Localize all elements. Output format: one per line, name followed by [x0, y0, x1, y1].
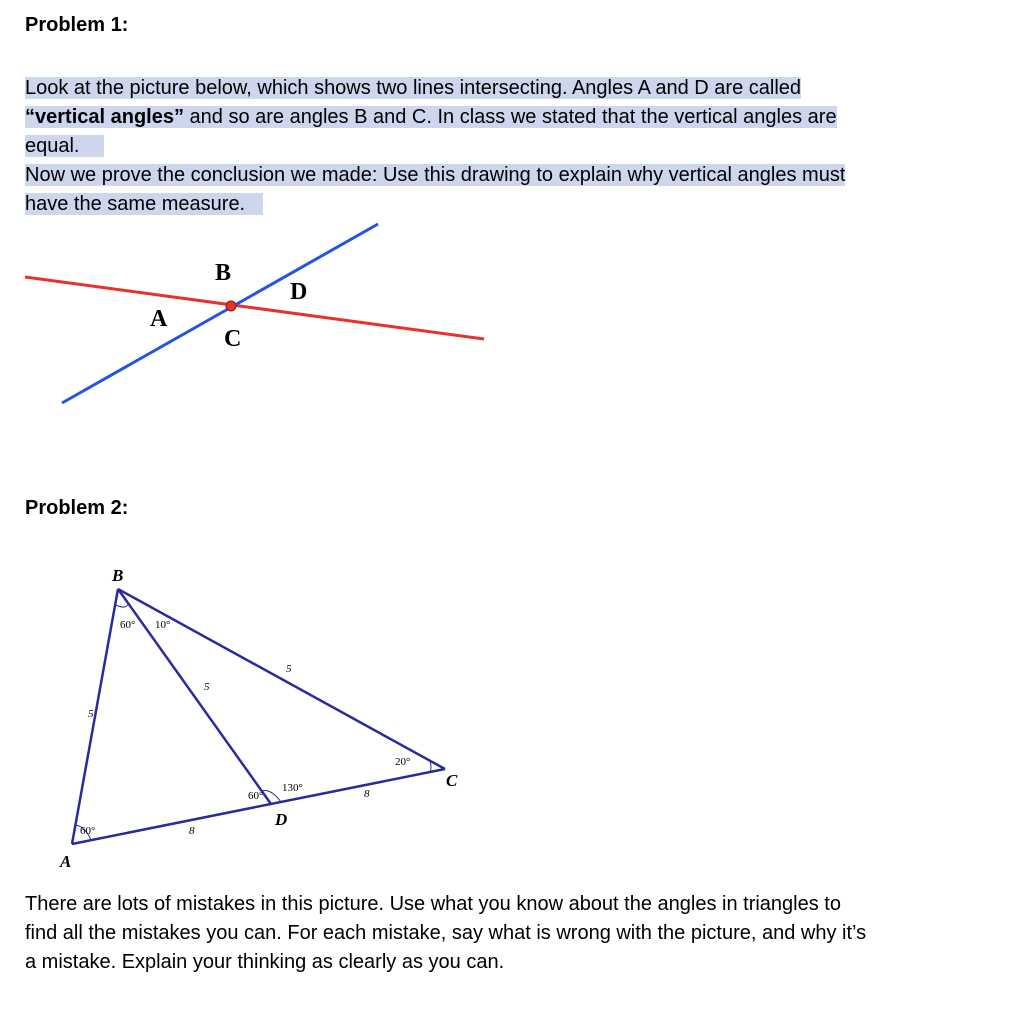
angle-d-left-label: 60° [248, 790, 264, 802]
angle-c-arc [430, 761, 431, 772]
problem-1-heading: Problem 1: [25, 14, 129, 36]
label-a: A [150, 306, 168, 332]
line-4-text: Now we prove the conclusion we made: Use this drawing to explain why vertical angles must [25, 164, 846, 186]
vertex-d: D [275, 810, 288, 829]
angle-b-left-label: 60° [120, 619, 136, 631]
side-dc-label: 8 [364, 788, 370, 800]
vertex-c: C [446, 771, 458, 790]
side-ab-label: 5 [88, 708, 94, 720]
intersection-point [226, 301, 236, 311]
side-ac [72, 769, 445, 844]
problem-2-line-3: a mistake. Explain your thinking as clearly as you can. [25, 951, 505, 973]
problem-1-line-2 [25, 103, 845, 132]
problem-2-line-1: There are lots of mistakes in this picture. Use what you know about the angles in triangles to [25, 893, 841, 915]
vertex-a: A [60, 852, 72, 871]
intersecting-lines-figure [0, 215, 520, 415]
side-ad-label: 8 [189, 825, 195, 837]
angle-b-right-label: 10° [155, 619, 171, 631]
label-d: D [290, 279, 308, 305]
side-bd-label: 5 [204, 681, 210, 693]
label-c: C [224, 326, 242, 352]
problem-1-line-1 [25, 74, 845, 103]
angle-a-label: 60° [80, 825, 96, 837]
red-line [25, 277, 484, 339]
label-b: B [215, 260, 232, 286]
blue-line [62, 224, 378, 403]
problem-2-heading: Problem 2: [25, 497, 129, 519]
angle-c-label: 20° [395, 756, 411, 768]
line-2-text: and so are angles B and C. In class we stated that the vertical angles are [183, 106, 837, 128]
problem-2-text [25, 890, 866, 977]
side-bc-label: 5 [286, 663, 292, 675]
segment-bd [118, 589, 271, 804]
problem-1-line-4 [25, 161, 845, 190]
line-1-text: Look at the picture below, which shows two lines intersecting. Angles A and D are called [25, 77, 802, 99]
vertical-angles-term: “vertical angles” [25, 106, 184, 128]
triangle-figure [40, 560, 480, 880]
problem-1-line-3 [25, 132, 845, 161]
line-5-text: have the same measure. [25, 193, 263, 215]
problem-2-line-2: find all the mistakes you can. For each mistake, say what is wrong with the picture, and why it’s [25, 922, 867, 944]
line-3-text: equal. [25, 135, 104, 157]
problem-1-text [25, 74, 845, 219]
side-bc [118, 589, 445, 769]
angle-d-right-label: 130° [282, 782, 303, 794]
vertex-b: B [112, 566, 124, 585]
side-ab [72, 589, 118, 844]
